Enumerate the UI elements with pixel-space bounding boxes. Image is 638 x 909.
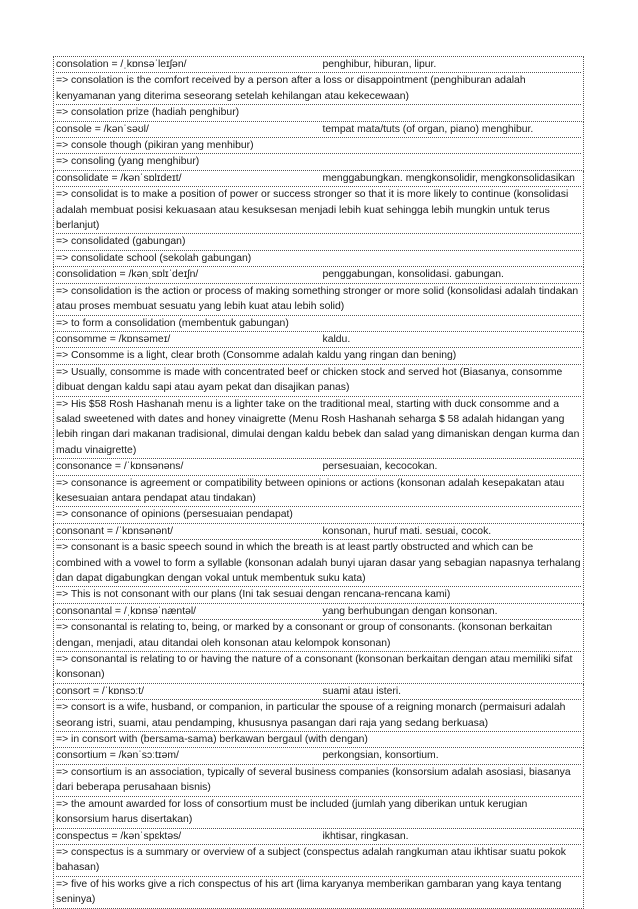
entry-example-line: => consort is a wife, husband, or companion, in particular the spouse of a reigning monarch (permaisuri adalah seorang istri, suami, atau pendamping, khususnya pasangan dari raja yang sedang berkuasa) (56, 700, 581, 732)
entry-headword-row (56, 459, 581, 475)
entry-translation: tempat mata/tuts (of organ, piano) menghibur. (322, 123, 534, 135)
entry-headword-row (56, 267, 581, 283)
entry-term: consolation = /ˌkɒnsəˈleɪʃən/ (56, 59, 187, 70)
entry-example-line: => console though (pikiran yang menhibur) (56, 138, 581, 154)
entry-headword-row (56, 332, 581, 348)
entry-term: consolidation = /kənˌsɒlɪˈdeɪʃn/ (56, 269, 199, 281)
entry-translation: penghibur, hiburan, lipur. (322, 59, 437, 70)
entry-headword-row (56, 57, 581, 73)
dictionary-entry (53, 122, 584, 171)
dictionary-page (53, 56, 584, 909)
entry-headword-row (56, 604, 581, 620)
entry-example-line: => consolidated (gabungan) (56, 234, 581, 250)
entry-term: consomme = /kɒnsəmeɪ/ (56, 333, 171, 345)
entry-example-line: => the amount awarded for loss of consortium must be included (jumlah yang diberikan untuk kerugian konsorsium harus disertakan) (56, 798, 528, 826)
dictionary-entry (53, 56, 584, 122)
entry-term: consonant = /ˈkɒnsənənt/ (56, 525, 173, 537)
dictionary-entry (53, 748, 584, 828)
entry-headword-row (56, 684, 581, 700)
entry-term: conspectus = /kənˈspɛktəs/ (56, 830, 182, 842)
entry-example-line: => consolidate school (sekolah gabungan) (56, 252, 252, 264)
entry-translation: kaldu. (322, 333, 351, 345)
entry-term: consolidate = /kənˈsɒlɪdeɪt/ (56, 172, 182, 184)
entry-example-line: => consonance is agreement or compatibility between opinions or actions (konsonan adalah kesepakatan atau kesesuaian antara pendapat atau tindakan) (56, 476, 581, 508)
entry-example-line: => Usually, consomme is made with concentrated beef or chicken stock and served hot (Biasanya, consomme dibuat dengan kaldu sapi atau ayam pekat dan disajikan panas) (56, 365, 581, 397)
entry-translation: ikhtisar, ringkasan. (322, 830, 409, 842)
entry-example-line: => conspectus is a summary or overview of a subject (conspectus adalah rangkuman atau ikhtisar suatu pokok bahasan) (56, 845, 581, 877)
entry-term: consort = /ˈkɒnsɔːt/ (56, 685, 145, 697)
entry-example-line: => His $58 Rosh Hashanah menu is a lighter take on the traditional meal, starting with duck consomme and a salad sweetened with dates and honey vinaigrette (Menu Rosh Hashanah seharga $ 58 adalah hidangan yang lebih ringan dari makanan tradisional, dimulai dengan kaldu bebek dan salad yang dimaniskan dengan kurma dan madu vinaigrette) (56, 398, 580, 456)
entry-example-line: => consonantal is relating to, being, or marked by a consonant or group of consonants. (konsonan berkaitan dengan, menjadi, atau ditandai oleh konsonan atau kelompok konsonan) (56, 620, 581, 652)
entry-example-line: => consolidation is the action or process of making something stronger or more solid (konsolidasi adalah tindakan atau proses membuat sesuatu yang lebih kuat atau lebih solid) (56, 284, 581, 316)
dictionary-entry (53, 684, 584, 749)
entry-translation: yang berhubungan dengan konsonan. (322, 605, 498, 617)
dictionary-entry (53, 604, 584, 684)
entry-example-line: => in consort with (bersama-sama) berkawan bergaul (with dengan) (56, 734, 368, 746)
entry-translation: suami atau isteri. (322, 685, 402, 697)
entry-translation: konsonan, huruf mati. sesuai, cocok. (322, 525, 492, 537)
entry-headword-row (56, 829, 581, 845)
entry-term: consortium = /kənˈsɔːtɪəm/ (56, 750, 179, 762)
entry-headword-row (56, 748, 581, 764)
entry-term: console = /kənˈsəʊl/ (56, 123, 149, 135)
entry-headword-row (56, 524, 581, 540)
entry-example-line: => consonance of opinions (persesuaian pendapat) (56, 509, 293, 521)
entry-translation: perkongsian, konsortium. (322, 750, 439, 762)
entry-example-line: => to form a consolidation (membentuk gabungan) (56, 317, 289, 329)
entry-example-line: => consolation is the comfort received by a person after a loss or disappointment (penghiburan adalah kenyamanan yang diterima seseorang setelah kehilangan atau kekecewaan) (56, 73, 581, 105)
entry-translation: penggabungan, konsolidasi. gabungan. (322, 269, 504, 281)
entry-headword-row (56, 122, 581, 138)
entry-term: consonance = /ˈkɒnsənəns/ (56, 461, 184, 473)
entry-example-line: => This is not consonant with our plans (Ini tak sesuai dengan rencana-rencana kami) (56, 589, 451, 601)
dictionary-entry (53, 524, 584, 604)
entry-term: consonantal = /ˌkɒnsəˈnæntəl/ (56, 605, 197, 617)
dictionary-entry (53, 829, 584, 909)
entry-translation: persesuaian, kecocokan. (322, 461, 438, 473)
dictionary-entry (53, 459, 584, 524)
dictionary-entry (53, 171, 584, 267)
entry-example-line: => five of his works give a rich conspectus of his art (lima karyanya memberikan gambaran yang kaya tentang seninya) (56, 878, 562, 906)
entry-example-line: => Consomme is a light, clear broth (Consomme adalah kaldu yang ringan dan bening) (56, 348, 581, 364)
entry-example-line: => consoling (yang menghibur) (56, 156, 200, 168)
entry-example-line: => consolation prize (hadiah penghibur) (56, 107, 240, 119)
entry-example-line: => consolidat is to make a position of power or success stronger so that it is more likely to continue (konsolidasi adalah membuat posisi kekuasaan atau kesuksesan menjadi lebih kuat sehingga lebih mungkin untuk terus berlanjut) (56, 187, 581, 234)
entry-example-line: => consortium is an association, typically of several business companies (konsorsium adalah asosiasi, biasanya dari beberapa perusahaan bisnis) (56, 765, 581, 797)
entry-translation: menggabungkan. mengkonsolidir, mengkonsolidasikan (322, 172, 575, 184)
dictionary-entry (53, 332, 584, 459)
dictionary-entry (53, 267, 584, 332)
entry-example-line: => consonantal is relating to or having the nature of a consonant (konsonan berkaitan dengan atau memiliki sifat konsonan) (56, 654, 573, 681)
entry-example-line: => consonant is a basic speech sound in which the breath is at least partly obstructed and which can be combined with a vowel to form a syllable (konsonan adalah bunyi ujaran dasar yang sebagian napasnya terhalang dan dapat digabungkan dengan vokal untuk membentuk suku kata) (56, 540, 581, 587)
entry-headword-row (56, 171, 581, 187)
